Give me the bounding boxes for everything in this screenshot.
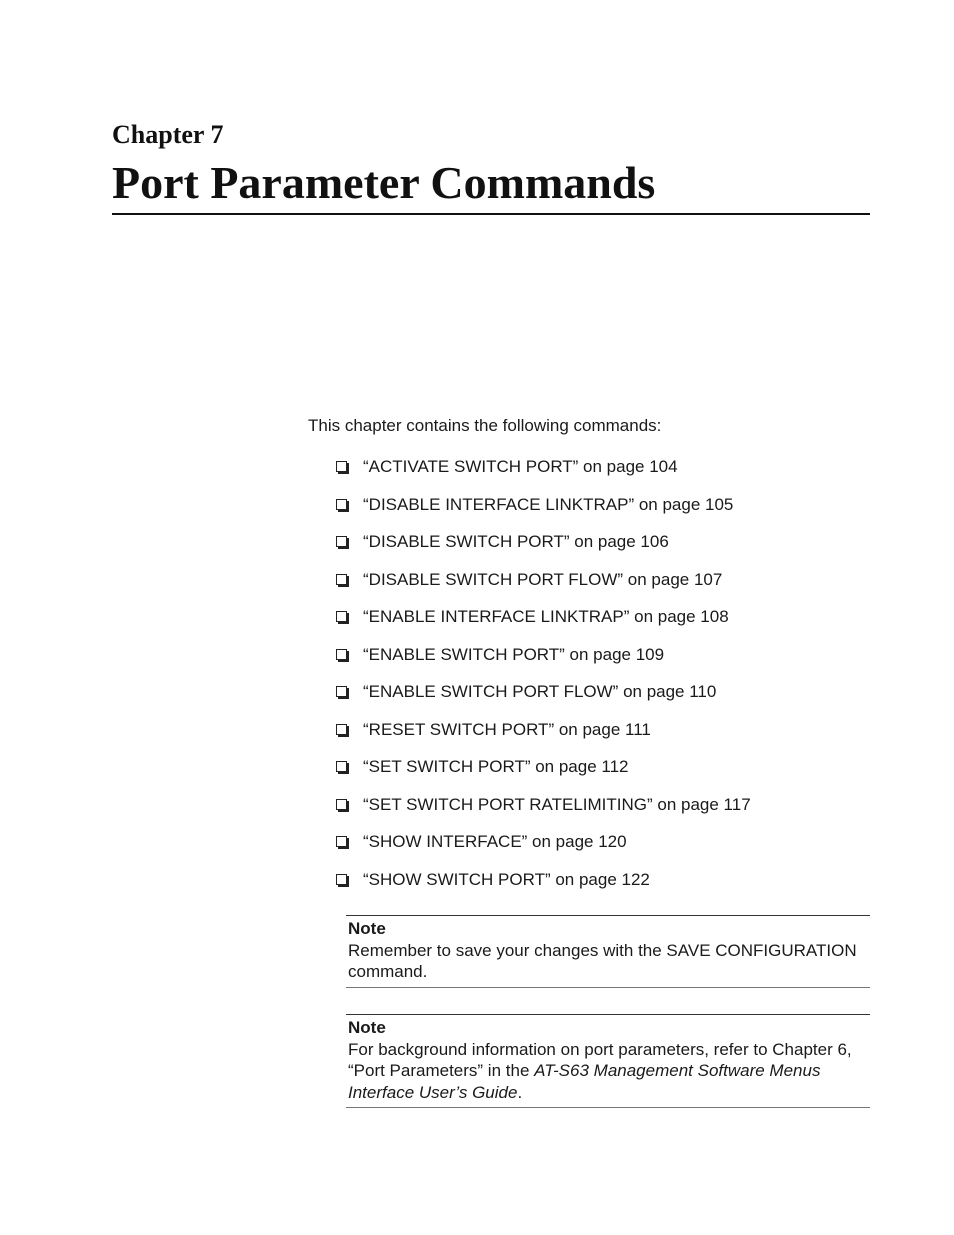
command-link[interactable]: “ENABLE SWITCH PORT FLOW” on page 110 xyxy=(363,682,717,701)
checkbox-icon xyxy=(336,874,347,885)
list-item xyxy=(336,792,751,830)
command-link[interactable]: “ENABLE INTERFACE LINKTRAP” on page 108 xyxy=(363,607,729,626)
command-link[interactable]: “SET SWITCH PORT” on page 112 xyxy=(363,757,629,776)
command-link[interactable]: “SET SWITCH PORT RATELIMITING” on page 117 xyxy=(363,794,751,814)
command-link[interactable]: “ENABLE SWITCH PORT” on page 109 xyxy=(363,644,665,664)
checkbox-icon xyxy=(336,799,347,810)
note-save-configuration xyxy=(346,915,870,988)
intro-text: This chapter contains the following commands: xyxy=(308,416,662,435)
command-link[interactable]: “DISABLE SWITCH PORT FLOW” on page 107 xyxy=(363,569,723,589)
list-item xyxy=(336,867,751,905)
chapter-title: Port Parameter Commands xyxy=(112,157,656,208)
list-item xyxy=(336,529,751,567)
list-item xyxy=(336,717,751,755)
list-item xyxy=(336,604,751,642)
checkbox-icon xyxy=(336,574,347,585)
checkbox-icon xyxy=(336,461,347,472)
note-text-end: . xyxy=(517,1082,523,1102)
title-divider xyxy=(112,213,870,215)
list-item xyxy=(336,679,751,717)
list-item xyxy=(336,454,751,492)
chapter-label: Chapter 7 xyxy=(112,120,224,149)
command-link[interactable]: “SHOW INTERFACE” on page 120 xyxy=(363,832,627,851)
list-item xyxy=(336,642,751,680)
note-background-info xyxy=(346,1014,870,1108)
note-heading: Note xyxy=(348,919,386,938)
checkbox-icon xyxy=(336,686,347,697)
list-item xyxy=(336,567,751,605)
note-heading: Note xyxy=(348,1018,386,1037)
list-item xyxy=(336,829,751,867)
command-link[interactable]: “DISABLE INTERFACE LINKTRAP” on page 105 xyxy=(363,494,734,514)
command-link[interactable]: “ACTIVATE SWITCH PORT” on page 104 xyxy=(363,457,678,476)
note-text: For background information on port parameters, refer to Chapter 6, “Port Parameters” in the xyxy=(348,1039,852,1080)
list-item xyxy=(336,492,751,530)
note-body: Remember to save your changes with the SAVE CONFIGURATION command. xyxy=(348,940,857,981)
command-link[interactable]: “DISABLE SWITCH PORT” on page 106 xyxy=(363,532,669,551)
checkbox-icon xyxy=(336,761,347,772)
command-link[interactable]: “SHOW SWITCH PORT” on page 122 xyxy=(363,869,650,889)
command-list xyxy=(336,454,751,904)
guide-title: AT-S63 Management Software Menus Interface User’s Guide xyxy=(348,1061,821,1102)
list-item xyxy=(336,754,751,792)
checkbox-icon xyxy=(336,649,347,660)
checkbox-icon xyxy=(336,536,347,547)
checkbox-icon xyxy=(336,836,347,847)
checkbox-icon xyxy=(336,611,347,622)
command-link[interactable]: “RESET SWITCH PORT” on page 111 xyxy=(363,719,651,739)
checkbox-icon xyxy=(336,499,347,510)
note-body xyxy=(348,1039,870,1104)
checkbox-icon xyxy=(336,724,347,735)
